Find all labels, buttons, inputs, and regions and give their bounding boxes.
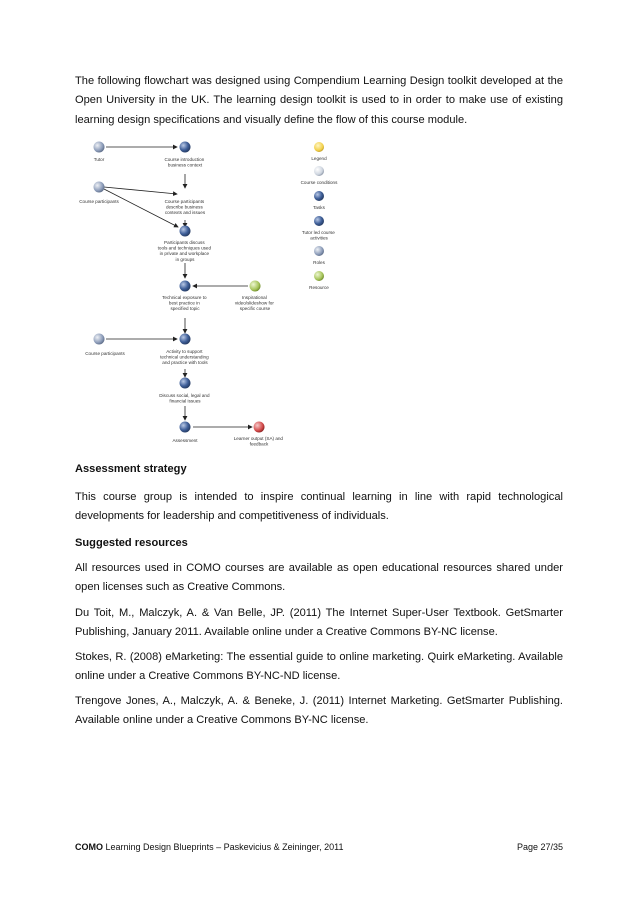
assessment-heading: Assessment strategy — [75, 463, 187, 475]
reference-item: Du Toit, M., Malczyk, A. & Van Belle, JP. (2011) The Internet Super-User Textbook. GetSmarter Publishing, January 2011. Available online under a Creative Commons BY-NC license. — [75, 607, 563, 639]
svg-text:Discuss social, legal and: Discuss social, legal and financial issues — [159, 393, 210, 404]
flow-node-intro — [164, 142, 205, 168]
flow-node-output — [234, 422, 285, 447]
flow-node-inspirational — [235, 281, 275, 312]
svg-text:Technical exposure to: Technical exposure to best practice in specified topic — [162, 295, 207, 312]
flow-label: Course participants — [85, 351, 125, 356]
svg-text:Tasks: Tasks — [313, 205, 325, 210]
svg-text:Course introduction bu: Course introduction business context — [164, 157, 205, 168]
resources-heading: Suggested resources — [75, 537, 188, 549]
page-footer — [75, 842, 563, 852]
svg-text:Tutor led course activ: Tutor led course activities — [301, 230, 335, 241]
svg-text:Learner output (SA) and: Learner output (SA) and feedback — [233, 436, 284, 447]
svg-text:Roles: Roles — [313, 260, 325, 265]
flow-node-tutor — [94, 142, 105, 163]
flow-node-activity — [160, 334, 210, 366]
intro-paragraph: The following flowchart was designed using Compendium Learning Design toolkit developed at the Open University in the UK. The learning design toolkit is used to in order to make use of existing learning design specifications and visually define the flow of this course module. — [75, 75, 563, 126]
flow-label: Assessment — [172, 438, 198, 443]
svg-text:Course participants de: Course participants describe business contexts and issues — [164, 199, 206, 216]
svg-text:Legend: Legend — [311, 156, 327, 161]
resources-intro-paragraph: All resources used in COMO courses are available as open educational resources shared under open licenses such as Creative Commons. — [75, 562, 563, 594]
svg-text:Participants discuss t: Participants discuss tools and techniques used in private and workplace in groups — [157, 240, 212, 262]
task-icon — [314, 191, 324, 201]
svg-text:Course conditions: Course conditions — [300, 180, 338, 185]
tutor-activity-icon — [314, 216, 324, 226]
resource-icon — [314, 271, 324, 281]
condition-icon — [314, 166, 324, 176]
flowchart-legend — [301, 142, 338, 290]
flow-node-social — [159, 378, 211, 404]
svg-text:Activity to support te: Activity to support technical understanding and practice with tools — [160, 349, 209, 366]
svg-text:Resource: Resource — [309, 285, 329, 290]
flowchart-diagram — [75, 136, 360, 456]
flow-node-exposure — [162, 281, 208, 312]
flow-label: Tutor — [93, 157, 105, 162]
reference-item: Stokes, R. (2008) eMarketing: The essential guide to online marketing. Quirk eMarketing. Available online under a Creative Commons BY-NC-ND license. — [75, 651, 563, 683]
flow-node-participants-2 — [85, 334, 125, 357]
assessment-paragraph: This course group is intended to inspire continual learning in line with rapid technological developments for leadership and competitiveness of individuals. — [75, 491, 563, 523]
flow-label: Course participants — [79, 199, 119, 204]
footer-brand: COMO — [75, 842, 103, 852]
lightbulb-icon — [314, 142, 324, 152]
reference-item: Trengove Jones, A., Malczyk, A. & Beneke, J. (2011) Internet Marketing. GetSmarter Publishing. Available online under a Creative Commons BY-NC license. — [75, 695, 563, 727]
flow-node-participants — [79, 182, 119, 205]
page-number: Page 27/35 — [516, 842, 563, 852]
flow-node-discuss — [158, 226, 213, 262]
svg-text:Inspirational video/sl: Inspirational video/slideshow for specific course — [234, 295, 274, 312]
role-icon — [314, 246, 324, 256]
footer-text: Learning Design Blueprints – Paskevicius & Zeininger, 2011 — [103, 842, 344, 852]
flow-node-assessment — [172, 422, 198, 444]
flow-node-describe — [165, 199, 206, 215]
